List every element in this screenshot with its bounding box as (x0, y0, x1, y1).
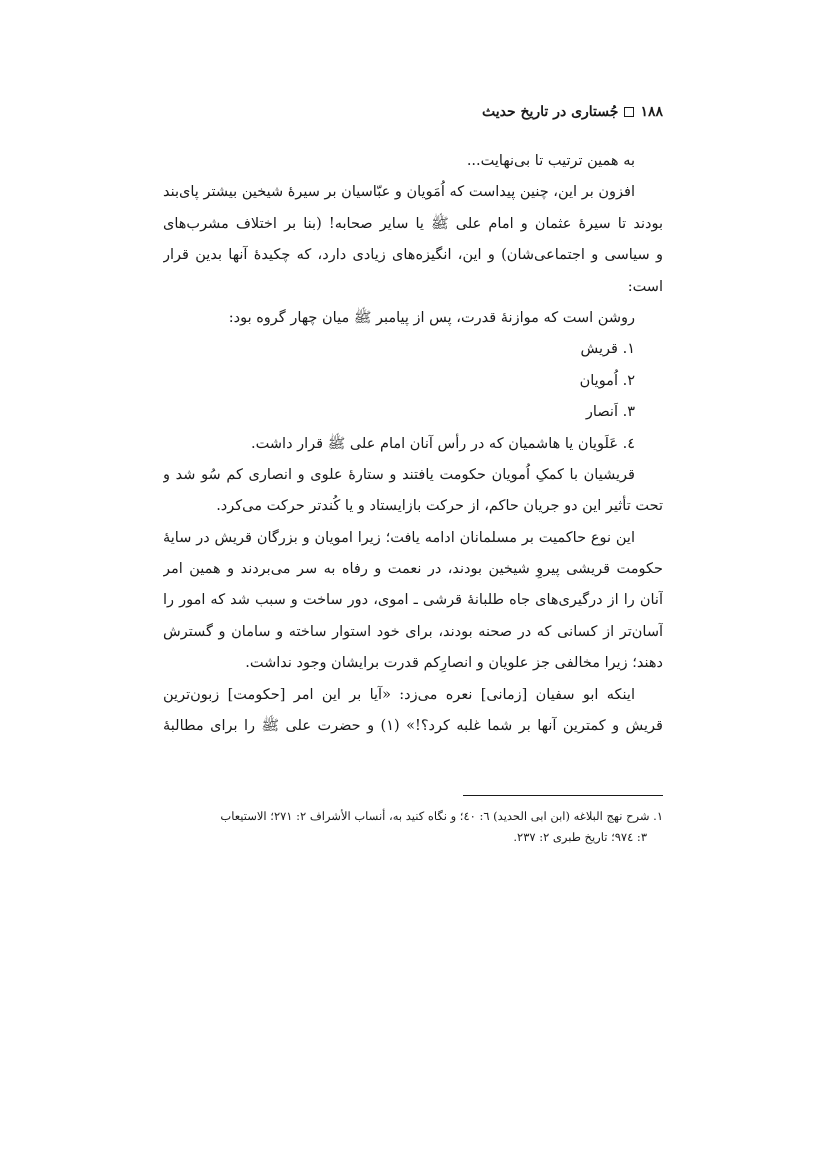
book-page (163, 0, 663, 1169)
text-line: بودند تا سیرهٔ عثمان و امام علی ﷺ یا سایر صحابه! (بنا بر اختلاف مشرب‌های (163, 215, 663, 232)
running-head (482, 104, 663, 120)
body-text (163, 146, 663, 742)
footnote-line: ۱. شرح نهج البلاغه (ابن ابی الحدید) ٦: ٤٠؛ و نگاه کنید به، أنساب الأشراف ۲: ۲۷۱؛ الاستیعاب (220, 809, 663, 823)
text-line: به همین ترتیب تا بی‌نهایت... (466, 153, 635, 169)
list-item: ٤. عَلَویان یا هاشمیان که در رأس آنان امام علی ﷺ قرار داشت. (251, 435, 635, 452)
footnotes (163, 806, 663, 848)
book-title: جُستاری در تاریخ حدیث (481, 104, 619, 120)
text-line: دهند؛ زیرا مخالفی جز علویان و انصارِکم قدرت برایشان وجود نداشت. (245, 655, 663, 672)
text-line: تحت تأثیر این دو جریان حاکم، از حرکت بازایستاد و یا کُندتر حرکت می‌کرد. (216, 498, 663, 515)
list-item: ۲. اُمویان (579, 372, 635, 389)
text-line: آسان‌تر از کسانی که در صحنه بودند، برای خود استوار ساخته و سامان و گسترش (163, 623, 663, 640)
text-line: افزون بر این، چنین پیداست که اُمَویان و عبّاسیان بر سیرهٔ شیخین بیشتر پای‌بند (163, 184, 635, 201)
footnote-line: ۳: ٩٧٤؛ تاریخ طبری ۲: ۲۳۷. (513, 830, 647, 844)
text-line: آنان را از درگیری‌های جاه طلبانهٔ قرشی ـ اموی، دور ساخت و سبب شد که امور را (163, 592, 663, 609)
page-number: ۱۸۸ (640, 104, 663, 120)
text-line: اینکه ابو سفیان [زمانی] نعره می‌زد: «آیا بر این امر [حکومت] زبون‌ترین (163, 686, 635, 703)
text-line: قریش و کمترین آنها بر شما غلبه کرد؟!» (۱) و حضرت علی ﷺ را برای مطالبهٔ (163, 718, 663, 735)
text-line: و سیاسی و اجتماعی‌شان) و این، انگیزه‌های زیادی دارد، که چکیدهٔ آنها بدین قرار (163, 247, 663, 264)
text-line: قریشیان با کمکِ اُمویان حکومت یافتند و ستارهٔ علوی و انصاری کم سُو شد و (163, 466, 635, 483)
text-line: حکومت قریشی پیروِ شیخین بودند، در نعمت و رفاه به سر می‌بردند و همین امر (163, 561, 663, 578)
footnote-divider (463, 795, 663, 796)
text-line: روشن است که موازنهٔ قدرت، پس از پیامبر ﷺ میان چهار گروه بود: (228, 309, 635, 326)
list-item: ۳. اَنصار (585, 404, 635, 421)
square-ornament-icon (624, 107, 634, 117)
list-item: ۱. قریش (580, 341, 635, 358)
text-line: است: (627, 278, 663, 295)
text-line: این نوع حاکمیت بر مسلمانان ادامه یافت؛ زیرا امویان و بزرگان قریش در سایهٔ (163, 529, 635, 546)
